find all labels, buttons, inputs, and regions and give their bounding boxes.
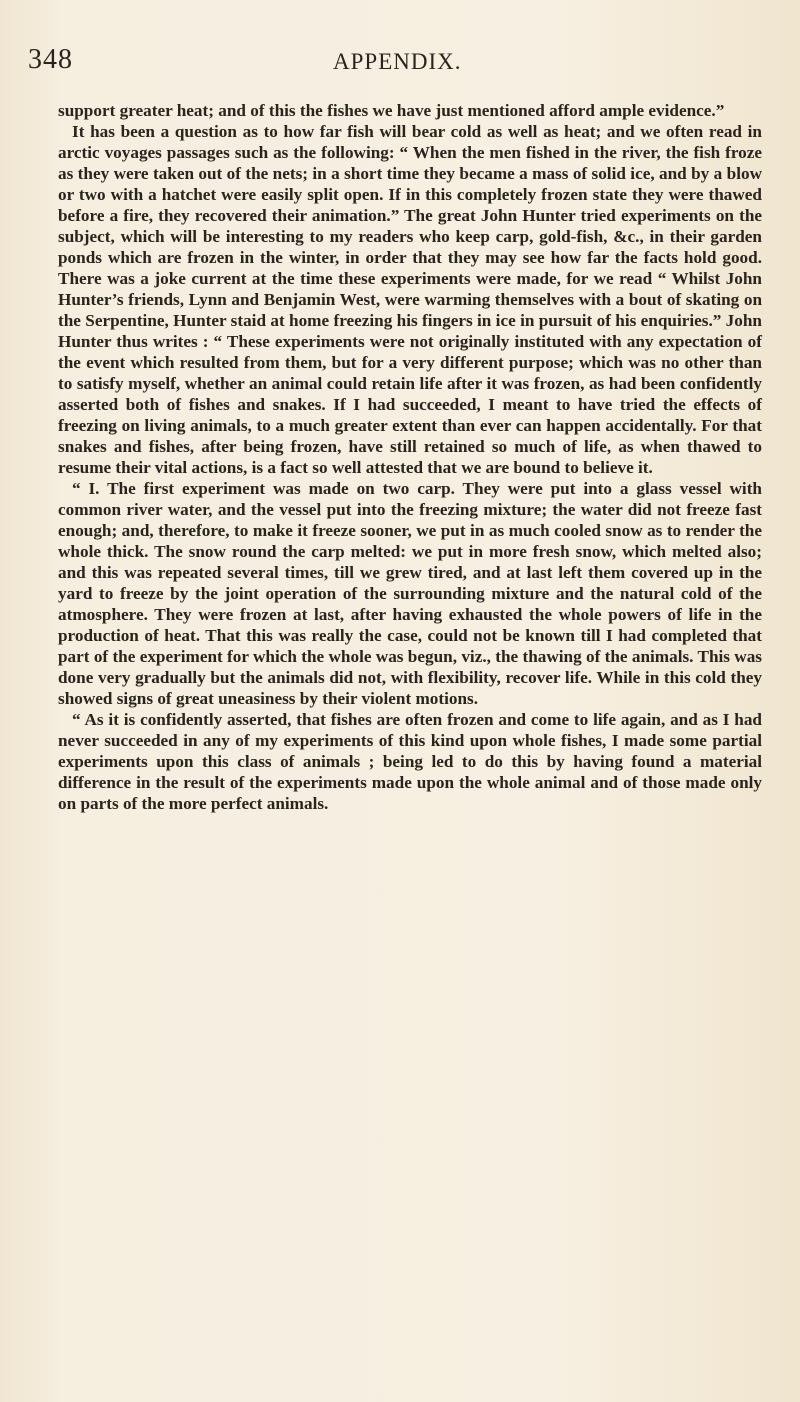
running-head: APPENDIX. <box>333 49 462 74</box>
paragraph-4: “ As it is confidently asserted, that fishes are often frozen and come to life again, and as I had never succeeded in any of my experiments of this kind upon whole fishes, I made some partial experiments upon this class of animals ; being led to do this by having found a material difference in the result of the experiments made upon the whole animal and of those made only on parts of the more perfect animals. <box>58 710 762 813</box>
body-text <box>58 100 762 814</box>
paragraph-2: It has been a question as to how far fish will bear cold as well as heat; and we often read in arctic voyages passages such as the following: “ When the men fished in the river, the fish froze as they were taken out of the nets; in a short time they became a mass of solid ice, and by a blow or two with a hatchet were easily split open. If in this completely frozen state they were thawed before a fire, they recovered their animation.” The great John Hunter tried experiments on the subject, which will be interesting to my readers who keep carp, gold-fish, &c., in their garden ponds which are frozen in the winter, in order that they may see how far the facts hold good. There was a joke current at the time these experiments were made, for we read “ Whilst John Hunter’s friends, Lynn and Benjamin West, were warming themselves with a bout of skating on the Serpentine, Hunter staid at home freezing his fingers in ice in pursuit of his enquiries.” John Hunter thus writes : “ These experiments were not originally instituted with any expectation of the event which resulted from them, but for a very different purpose; which was no other than to satisfy myself, whether an animal could retain life after it was frozen, as had been confidently asserted both of fishes and snakes. If I had succeeded, I meant to have tried the effects of freezing on living animals, to a much greater extent than ever can happen accidentally. For that snakes and fishes, after being frozen, have still retained so much of life, as when thawed to resume their vital actions, is a fact so well attested that we are bound to believe it. <box>58 122 762 477</box>
paragraph-3: “ I. The first experiment was made on two carp. They were put into a glass vessel with common river water, and the vessel put into the freezing mixture; the water did not freeze fast enough; and, therefore, to make it freeze sooner, we put in as much cooled snow as to render the whole thick. The snow round the carp melted: we put in more fresh snow, which melted also; and this was repeated several times, till we grew tired, and at last left them covered up in the yard to freeze by the joint operation of the surrounding mixture and the natural cold of the atmosphere. They were frozen at last, after having exhausted the whole powers of life in the production of heat. That this was really the case, could not be known till I had completed that part of the experiment for which the whole was begun, viz., the thawing of the animals. This was done very gradually but the animals did not, with flexibility, recover life. While in this cold they showed signs of great uneasiness by their violent motions. <box>58 479 762 708</box>
paragraph-1: support greater heat; and of this the fishes we have just mentioned afford ample evidence.” <box>58 101 725 120</box>
page-header <box>28 44 768 84</box>
page-number: 348 <box>28 44 73 75</box>
